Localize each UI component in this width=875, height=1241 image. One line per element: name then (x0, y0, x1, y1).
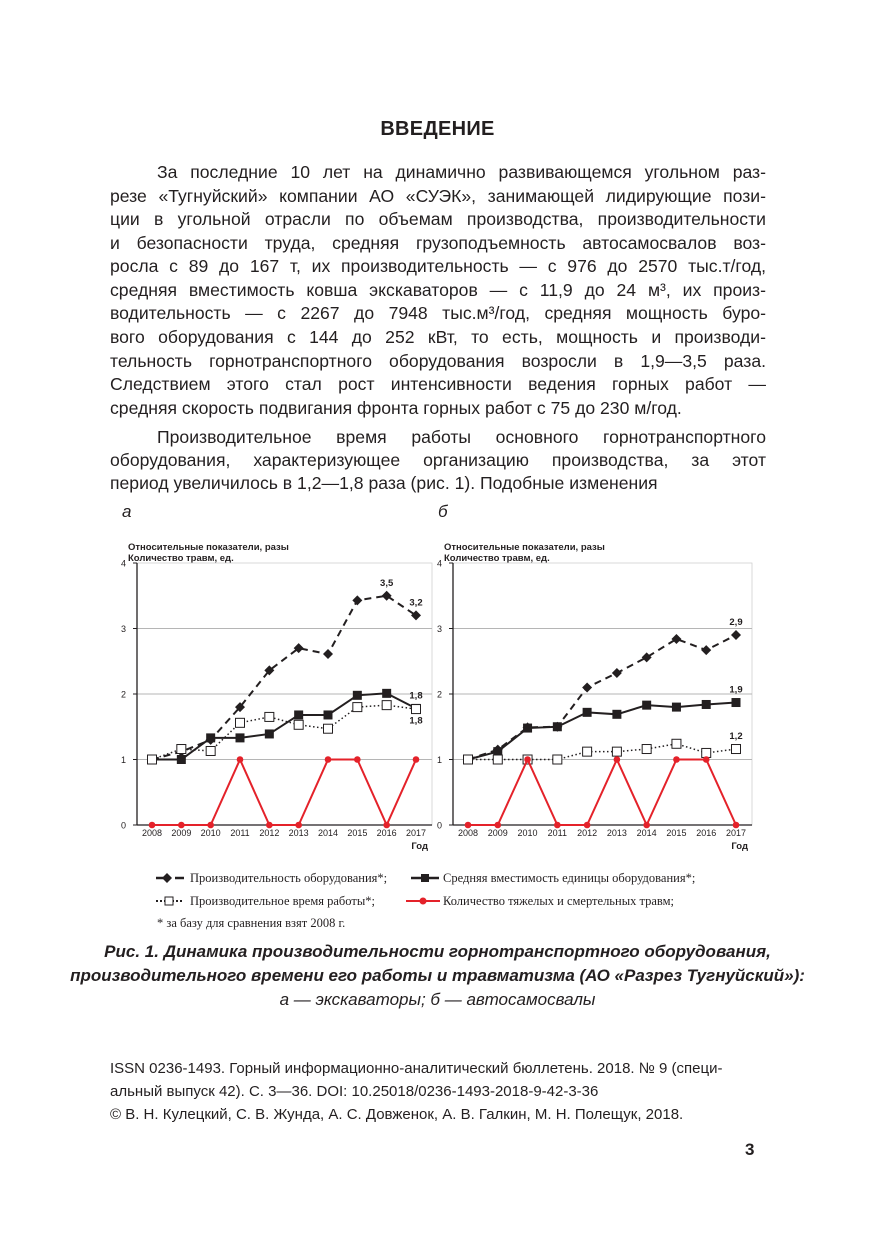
data-point-square (672, 703, 681, 712)
legend-productive-time: Производительное время работы*; (190, 894, 375, 908)
series-line (468, 760, 736, 826)
x-tick-label: 2016 (696, 828, 717, 838)
data-point-square (612, 710, 621, 719)
data-point-square (382, 689, 391, 698)
x-tick-label: 2013 (288, 828, 309, 838)
y-tick-label: 4 (120, 558, 126, 569)
legend-footnote: * за базу для сравнения взят 2008 г. (157, 916, 346, 930)
section-heading: ВВЕДЕНИЕ (380, 118, 495, 140)
y-tick-label: 2 (120, 689, 126, 700)
paragraph-line: росла с 89 до 167 т, их производительность — с 976 до 2570 тыс.т/год, (110, 256, 766, 276)
paragraph-line: вого оборудования с 144 до 252 кВт, то есть, мощность и производи- (110, 327, 766, 347)
data-point-square (353, 691, 362, 700)
figure-caption-line1: Рис. 1. Динамика производительности горнотранспортного оборудования, (104, 942, 771, 961)
data-point-open-square (612, 747, 621, 756)
footer-copyright: © В. Н. Кулецкий, С. В. Жунда, А. С. Довженок, А. В. Галкин, М. Н. Полещук, 2018. (110, 1106, 684, 1123)
data-point-square (206, 733, 215, 742)
data-point-square (732, 698, 741, 707)
data-point-open-square (236, 718, 245, 727)
data-point-square (642, 701, 651, 710)
data-point-open-square (294, 720, 303, 729)
x-tick-label: 2014 (317, 828, 339, 838)
paragraph-line: оборудования, характеризующее организацию производства, за этот (110, 450, 766, 470)
page-number: 3 (745, 1140, 755, 1159)
x-tick-label: 2017 (405, 828, 427, 838)
data-point-diamond (671, 634, 681, 644)
data-point-circle (673, 756, 680, 763)
paragraph-line: ции в угольной отрасли по объемам производства, производительности (110, 209, 766, 229)
data-point-open-square (265, 712, 274, 721)
data-point-diamond (582, 682, 592, 692)
data-point-diamond (612, 668, 622, 678)
data-point-circle (237, 756, 244, 763)
data-point-circle (643, 822, 650, 829)
data-point-open-square (177, 745, 186, 754)
data-point-circle (614, 756, 621, 763)
y-tick-label: 1 (120, 755, 126, 765)
x-tick-label: 2009 (171, 828, 192, 838)
data-point-open-square (702, 748, 711, 757)
data-point-open-square (583, 747, 592, 756)
paragraph-line: резе «Тугнуйский» компании АО «СУЭК», занимающей лидирующие пози- (110, 186, 766, 206)
data-point-circle (413, 756, 420, 763)
legend-injuries: Количество тяжелых и смертельных травм; (443, 894, 674, 908)
data-point-open-square (464, 755, 473, 764)
x-tick-label: 2011 (547, 828, 568, 838)
data-point-circle (354, 756, 361, 763)
data-point-square (583, 708, 592, 717)
data-point-square (177, 755, 186, 764)
x-tick-label: 2013 (606, 828, 627, 838)
legend-square-solid-icon (410, 871, 440, 885)
data-point-square (553, 722, 562, 731)
data-label: 1,9 (729, 684, 743, 696)
data-point-square (294, 710, 303, 719)
data-point-circle (383, 822, 390, 829)
data-label: 3,5 (380, 577, 394, 589)
x-tick-label: 2017 (725, 828, 747, 838)
legend-red-circle-icon (405, 894, 441, 908)
data-point-open-square (324, 724, 333, 733)
x-tick-label: 2014 (636, 828, 657, 838)
y-tick-label: 4 (436, 558, 442, 569)
paragraph-line: и безопасности труда, средняя грузоподъемность автосамосвалов воз- (110, 233, 766, 253)
x-axis-label: Год (411, 841, 428, 852)
x-tick-label: 2015 (347, 828, 368, 838)
data-point-circle (325, 756, 332, 763)
x-tick-label: 2008 (141, 828, 163, 838)
data-label: 1,2 (729, 731, 743, 743)
data-point-open-square (353, 703, 362, 712)
series-line (152, 760, 416, 826)
y-tick-label: 3 (120, 624, 126, 634)
series-line (152, 596, 416, 760)
panel-label-b: б (438, 502, 448, 521)
x-tick-label: 2012 (259, 828, 280, 838)
paragraph-line: Следствием этого стал рост интенсивности ведения горных работ — (110, 374, 766, 394)
data-point-circle (733, 822, 740, 829)
data-point-diamond (642, 652, 652, 662)
panel-label-a: а (122, 502, 132, 521)
data-point-square (324, 710, 333, 719)
data-point-circle (554, 822, 561, 829)
figure-caption-line2: производительного времени его работы и травматизма (АО «Разрез Тугнуйский»): (70, 966, 805, 985)
data-point-open-square (642, 745, 651, 754)
data-label: 2,9 (729, 617, 743, 629)
x-axis-label: Год (731, 841, 748, 852)
data-point-circle (494, 822, 501, 829)
data-label: 1,8 (409, 690, 423, 702)
data-point-circle (465, 822, 472, 829)
data-point-circle (524, 756, 531, 763)
x-tick-label: 2015 (666, 828, 687, 838)
legend-productivity: Производительность оборудования*; (190, 871, 388, 885)
data-point-open-square (412, 705, 421, 714)
data-point-square (702, 700, 711, 709)
paragraph-line: водительность — с 2267 до 7948 тыс.м³/год, средняя мощность буро- (110, 303, 766, 323)
x-tick-label: 2016 (376, 828, 397, 838)
figure-caption-line3: а — экскаваторы; б — автосамосвалы (279, 990, 596, 1009)
paragraph-line: средняя вместимость ковша экскаваторов — с 11,9 до 24 м³, их произ- (110, 280, 766, 300)
data-point-circle (295, 822, 302, 829)
data-point-square (236, 733, 245, 742)
data-point-circle (584, 822, 591, 829)
x-tick-label: 2011 (230, 828, 250, 838)
legend-open-square-dotted-icon (155, 894, 185, 908)
data-point-open-square (493, 755, 502, 764)
chart-title: Относительные показатели, разы (128, 542, 289, 553)
paragraph-line: средняя скорость подвигания фронта горных работ с 75 до 230 м/год. (110, 398, 682, 418)
data-point-open-square (553, 755, 562, 764)
y-tick-label: 1 (436, 755, 442, 765)
chart-subtitle: Количество травм, ед. (444, 553, 550, 564)
data-point-circle (207, 822, 214, 829)
footer-doi: альный выпуск 42). С. 3—36. DOI: 10.25018/0236-1493-2018-9-42-3-36 (110, 1083, 599, 1100)
data-label: 3,2 (409, 597, 423, 609)
data-label: 1,8 (409, 715, 423, 727)
data-point-circle (149, 822, 156, 829)
series-line (468, 635, 736, 759)
chart-title: Относительные показатели, разы (444, 542, 605, 553)
data-point-diamond (701, 645, 711, 655)
data-point-circle (178, 822, 185, 829)
paragraph-line: За последние 10 лет на динамично развивающемся угольном раз- (157, 162, 766, 182)
x-tick-label: 2010 (200, 828, 221, 838)
data-point-circle (703, 756, 710, 763)
paragraph-line: Производительное время работы основного горнотранспортного (157, 427, 766, 447)
data-point-open-square (206, 746, 215, 755)
y-tick-label: 3 (436, 624, 442, 634)
x-tick-label: 2012 (577, 828, 598, 838)
data-point-circle (266, 822, 273, 829)
footer-issn: ISSN 0236-1493. Горный информационно-аналитический бюллетень. 2018. № 9 (специ- (110, 1060, 723, 1077)
data-point-open-square (382, 701, 391, 710)
chart-subtitle: Количество травм, ед. (128, 553, 234, 564)
x-tick-label: 2009 (487, 828, 508, 838)
x-tick-label: 2008 (457, 828, 479, 838)
y-tick-label: 0 (436, 820, 442, 831)
data-point-square (523, 724, 532, 733)
data-point-open-square (148, 755, 157, 764)
data-point-square (265, 729, 274, 738)
x-tick-label: 2010 (517, 828, 538, 838)
legend-diamond-dashed-icon (155, 871, 185, 885)
paragraph-line: период увеличилось в 1,2—1,8 раза (рис. 1). Подобные изменения (110, 473, 658, 493)
series-line (468, 744, 736, 760)
legend-capacity: Средняя вместимость единицы оборудования*; (443, 871, 696, 885)
data-point-diamond (323, 649, 333, 659)
data-point-diamond (352, 595, 362, 605)
data-point-open-square (672, 739, 681, 748)
paragraph-line: тельность горнотранспортного оборудования возросли в 1,9—3,5 раза. (110, 351, 766, 371)
y-tick-label: 2 (436, 689, 442, 700)
data-point-open-square (732, 745, 741, 754)
data-point-diamond (731, 630, 741, 640)
series-line (468, 703, 736, 760)
y-tick-label: 0 (120, 820, 126, 831)
